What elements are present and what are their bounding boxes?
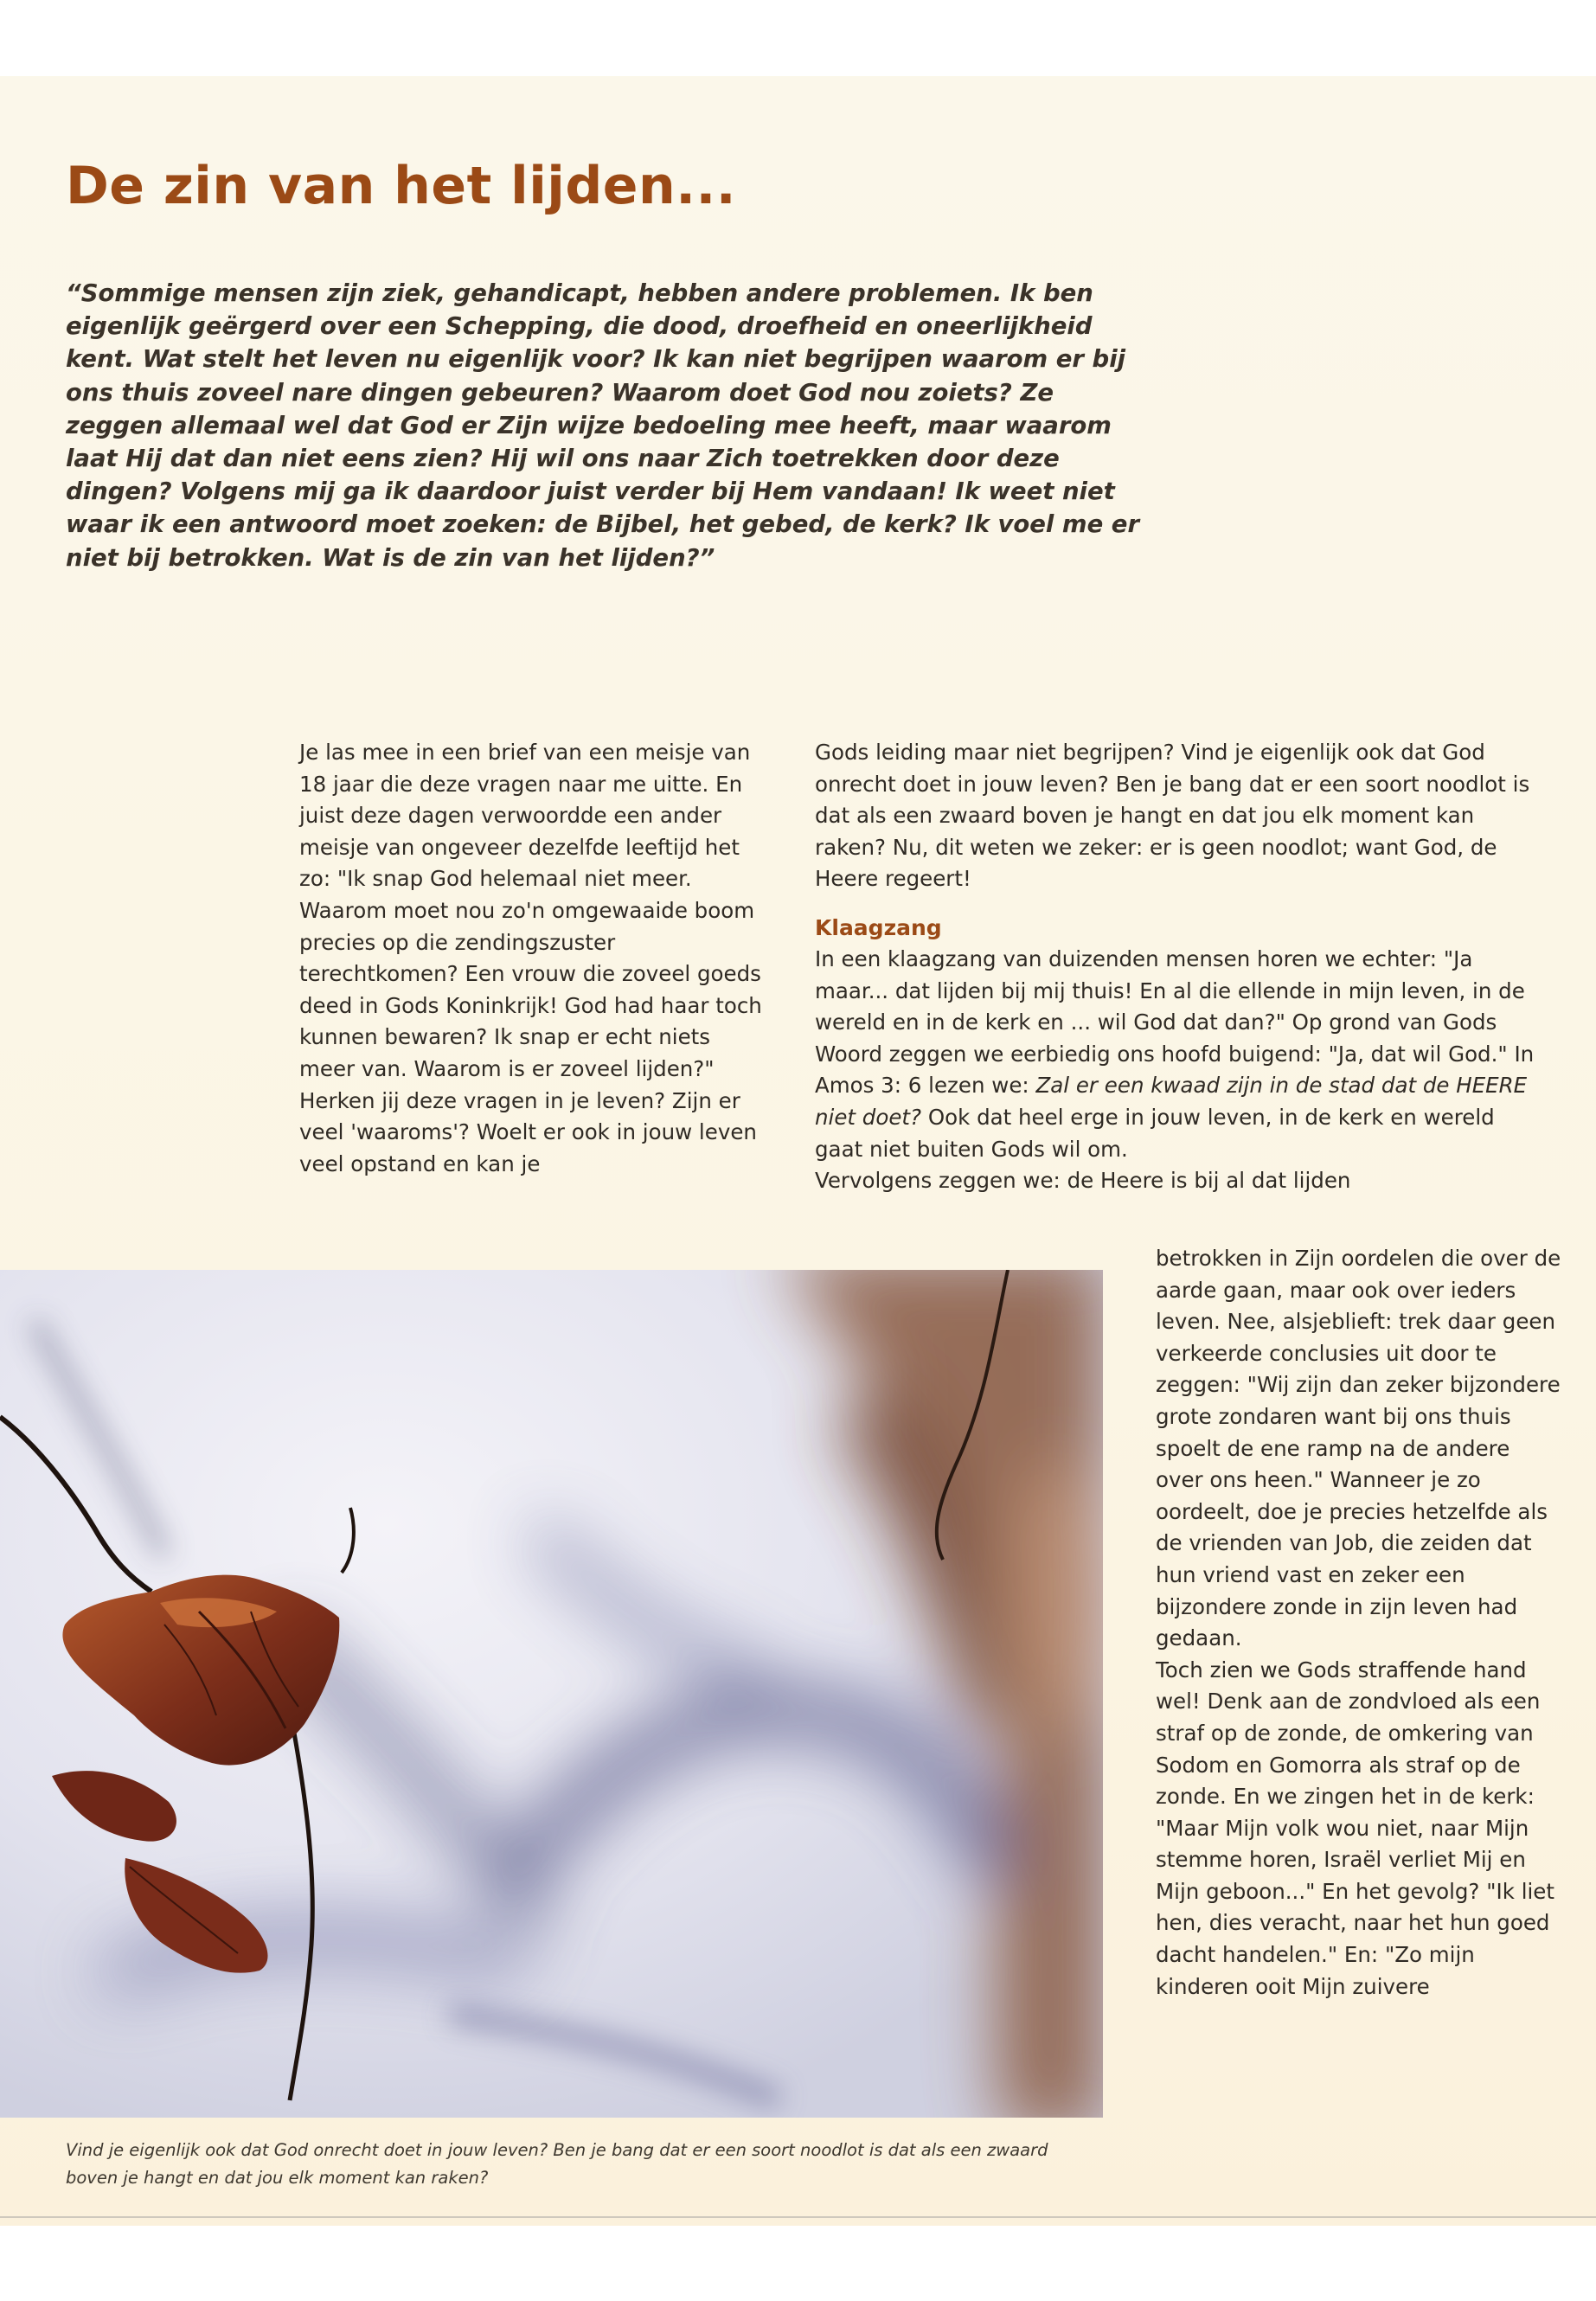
body-column-1 bbox=[299, 737, 771, 1180]
section-heading: Klaagzang bbox=[815, 914, 942, 940]
bible-quote: Zal er een kwaad zijn in de stad dat de HEERE niet doet? bbox=[815, 1073, 1528, 1130]
paragraph-text: Ook dat heel erge in jouw leven, in de kerk en wereld gaat niet buiten Gods wil om. bbox=[815, 1104, 1495, 1162]
article-title: De zin van het lijden... bbox=[66, 156, 737, 216]
article-intro-quote: “Sommige mensen zijn ziek, gehandicapt, hebben andere problemen. Ik ben eigenlijk geërgerd over een Schepping, die dood, droefheid en oneerlijkheid kent. Wat stelt het leven nu eigenlijk voor? Ik kan niet begrijpen waarom er bij ons thuis zoveel nare dingen gebeuren? Waarom doet God nou zoiets? Ze zeggen allemaal wel dat God er Zijn wijze bedoeling mee heeft, maar waarom laat Hij dat dan niet eens zien? Hij wil ons naar Zich toetrekken door deze dingen? Volgens mij ga ik daardoor juist verder bij Hem vandaan! Ik weet niet waar ik een antwoord moet zoeken: de Bijbel, het gebed, de kerk? Ik voel me er niet bij betrokken. Wat is de zin van het lijden?” bbox=[66, 279, 1140, 572]
paragraph: Gods leiding maar niet begrijpen? Vind je eigenlijk ook dat God onrecht doet in jouw leven? Ben je bang dat er een soort noodlot is dat als een zwaard boven je hangt en dat jou elk moment kan raken? Nu, dit weten we zeker: er is geen noodlot; want God, de Heere regeert! bbox=[815, 740, 1530, 892]
paragraph: betrokken in Zijn oordelen die over de aarde gaan, maar ook over ieders leven. Nee, alsjeblieft: trek daar geen verkeerde conclusies uit door te zeggen: "Wij zijn dan zeker bijzondere grote zondaren want bij ons thuis spoelt de ene ramp na de andere over ons heen." Wanneer je zo oordeelt, doe je precies hetzelfde als de vrienden van Job, die zeiden dat hun vriend vast en zeker een bijzondere zonde in zijn leven had gedaan. bbox=[1156, 1246, 1561, 1651]
page-bottom-rule bbox=[0, 2216, 1596, 2218]
paragraph: Vervolgens zeggen we: de Heere is bij al dat lijden bbox=[815, 1168, 1351, 1194]
paragraph-text: In een klaagzang van duizenden mensen horen we echter: "Ja maar... dat lijden bij mij thuis! En al die ellende in mijn leven, in de wereld en in de kerk en ... wil God dat dan?" Op grond van Gods Woord zeggen we eerbiedig ons hoofd buigend: "Ja, dat wil God." In Amos 3: 6 lezen we: bbox=[815, 945, 1535, 1099]
photo-caption: Vind je eigenlijk ook dat God onrecht doet in jouw leven? Ben je bang dat er een soort noodlot is dat als een zwaard boven je hangt en dat jou elk moment kan raken? bbox=[66, 2140, 1048, 2188]
paragraph: Herken jij deze vragen in je leven? Zijn er veel 'waaroms'? Woelt er ook in jouw leven veel opstand en kan je bbox=[299, 1087, 757, 1176]
paragraph: Je las mee in een brief van een meisje van 18 jaar die deze vragen naar me uitte. En juist deze dagen verwoordde een ander meisje van ongeveer dezelfde leeftijd het zo: "Ik snap God helemaal niet meer. Waarom moet nou zo'n omgewaaide boom precies op die zendingszuster terechtkomen? Een vrouw die zoveel goeds deed in Gods Koninkrijk! God had haar toch kunnen bewaren? Ik snap er echt niets meer van. Waarom is er zoveel lijden?" bbox=[299, 740, 762, 1081]
paragraph: Toch zien we Gods straffende hand wel! Denk aan de zondvloed als een straf op de zonde, de omkering van Sodom en Gomorra als straf op de zonde. En we zingen het in de kerk: "Maar Mijn volk wou niet, naar Mijn stemme horen, Israël verliet Mij en Mijn geboon..." En het gevolg? "Ik liet hen, dies veracht, naar het hun goed dacht handelen." En: "Zo mijn kinderen ooit Mijn zuivere bbox=[1156, 1657, 1554, 1999]
body-column-3 bbox=[1156, 1243, 1562, 2003]
body-column-2 bbox=[815, 737, 1542, 1197]
paragraph bbox=[815, 944, 1542, 1165]
autumn-leaf-photo bbox=[0, 1270, 1103, 2118]
